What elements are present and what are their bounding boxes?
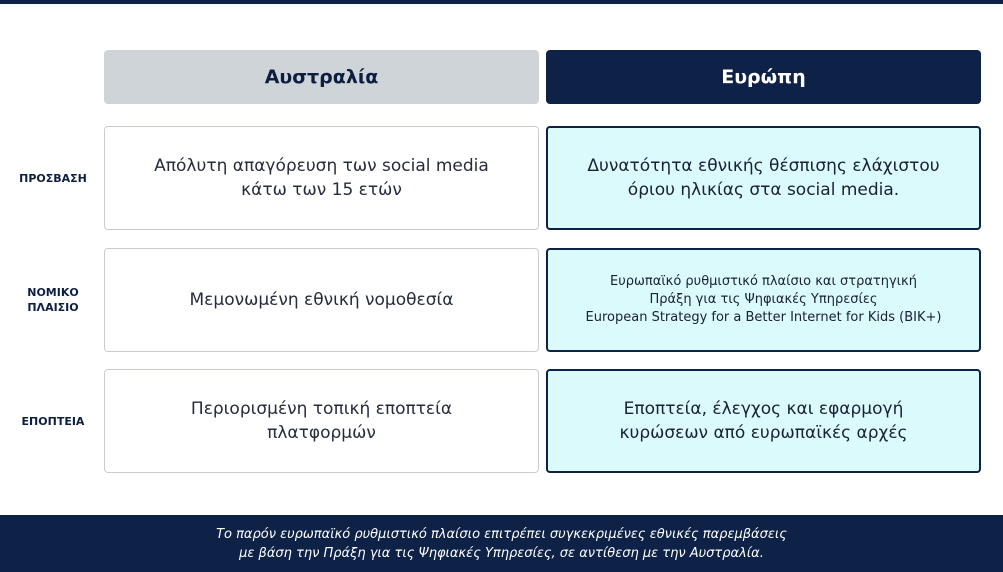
cell-europe-legal-framework: Ευρωπαϊκό ρυθμιστικό πλαίσιο και στρατηγική Πράξη για τις Ψηφιακές Υπηρεσίες European Strategy for a Better Internet for Kids (BIK+) xyxy=(546,248,981,352)
top-accent-bar xyxy=(0,0,1003,4)
header-europe: Ευρώπη xyxy=(546,50,981,104)
row-label-oversight: ΕΠΟΠΤΕΙΑ xyxy=(21,414,85,428)
row-label-access: ΠΡΟΣΒΑΣΗ xyxy=(19,171,87,185)
cell-europe-oversight: Εποπτεία, έλεγχος και εφαρμογή κυρώσεων από ευρωπαϊκές αρχές xyxy=(546,369,981,473)
row-label-legal-framework: ΝΟΜΙΚΟ ΠΛΑΙΣΙΟ xyxy=(27,286,79,314)
cell-europe-access: Δυνατότητα εθνικής θέσπισης ελάχιστου όριου ηλικίας στα social media. xyxy=(546,126,981,230)
cell-australia-oversight: Περιορισμένη τοπική εποπτεία πλατφορμών xyxy=(104,369,539,473)
cell-australia-access: Απόλυτη απαγόρευση των social media κάτω των 15 ετών xyxy=(104,126,539,230)
cell-australia-legal-framework: Μεμονωμένη εθνική νομοθεσία xyxy=(104,248,539,352)
footer-note: Το παρόν ευρωπαϊκό ρυθμιστικό πλαίσιο επιτρέπει συγκεκριμένες εθνικές παρεμβάσεις με βάση την Πράξη για τις Ψηφιακές Υπηρεσίες, σε αντίθεση με την Αυστραλία. xyxy=(0,515,1003,572)
header-australia: Αυστραλία xyxy=(104,50,539,104)
